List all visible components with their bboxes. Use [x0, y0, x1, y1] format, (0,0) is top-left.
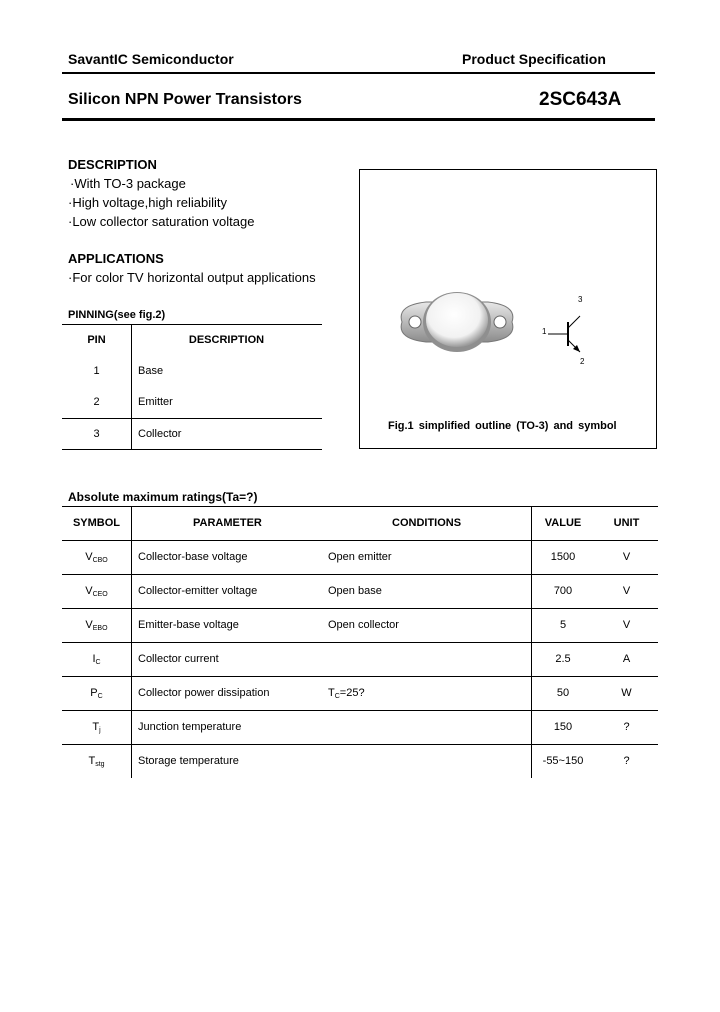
pinning-heading: PINNING(see fig.2)	[68, 309, 166, 321]
npn-symbol	[540, 296, 600, 366]
row-unit: A	[622, 653, 631, 665]
row-conditions: $T_C=25$?	[328, 687, 365, 700]
ratings-col-divider	[531, 506, 532, 778]
doc-type: Product Specification	[462, 51, 606, 67]
row-unit: V	[622, 619, 631, 631]
pinning-col-desc: DESCRIPTION	[188, 334, 265, 346]
row-unit: ?	[623, 721, 630, 733]
ratings-rule	[62, 744, 658, 745]
company-name: SavantIC Semiconductor	[68, 51, 234, 67]
symbol-pin-label: 3	[578, 295, 583, 304]
row-value: 5	[559, 619, 567, 631]
symbol-pin-label: 2	[580, 357, 585, 366]
ratings-col-unit: UNIT	[613, 517, 640, 529]
row-conditions: Open emitter	[328, 551, 392, 563]
ratings-rule	[62, 608, 658, 609]
description-item: ·Low collector saturation voltage	[68, 214, 255, 229]
ratings-rule	[62, 506, 658, 507]
ratings-rule	[62, 574, 658, 575]
row-value: 2.5	[555, 653, 571, 665]
pin-description: Base	[138, 365, 164, 377]
pin-number: 3	[93, 428, 100, 440]
row-value: -55~150	[542, 755, 584, 767]
row-symbol: $V_{CEO}$	[85, 585, 108, 598]
row-parameter: Emitter-base voltage	[138, 619, 239, 631]
row-symbol: $T_j$	[92, 721, 101, 734]
row-symbol: $P_C$	[90, 687, 103, 700]
ratings-col-parameter: PARAMETER	[193, 517, 262, 529]
to3-package-outline	[360, 170, 656, 448]
row-parameter: Collector current	[138, 653, 219, 665]
row-unit: V	[622, 551, 631, 563]
ratings-rule	[62, 710, 658, 711]
row-symbol: $T_{stg}$	[88, 755, 105, 768]
pinning-rule	[62, 324, 322, 325]
header-rule-top	[62, 72, 655, 74]
row-value: 1500	[550, 551, 576, 563]
pinning-rule	[62, 449, 322, 450]
row-parameter: Collector-emitter voltage	[138, 585, 258, 597]
row-value: 150	[553, 721, 573, 733]
ratings-rule	[62, 540, 658, 541]
row-parameter: Junction temperature	[138, 721, 242, 733]
header-rule-bottom	[62, 118, 655, 121]
pinning-col-pin: PIN	[87, 334, 106, 346]
description-item: ·With TO-3 package	[70, 176, 186, 191]
pin-number: 1	[93, 365, 100, 377]
row-parameter: Collector power dissipation	[138, 687, 270, 699]
ratings-col-divider	[131, 506, 132, 778]
row-parameter: Storage temperature	[138, 755, 239, 767]
pin-number: 2	[93, 396, 100, 408]
row-symbol: $I_C$	[92, 653, 101, 666]
ratings-col-conditions: CONDITIONS	[392, 517, 462, 529]
pin-description: Emitter	[138, 396, 173, 408]
figure-caption: Fig.1 simplified outline (TO-3) and symbol	[388, 420, 617, 432]
part-number: 2SC643A	[539, 89, 622, 110]
symbol-pin-label: 1	[542, 327, 547, 336]
ratings-col-symbol: SYMBOL	[72, 517, 121, 529]
figure-box	[359, 169, 657, 449]
description-heading: DESCRIPTION	[68, 157, 157, 172]
row-symbol: $V_{EBO}$	[85, 619, 108, 632]
row-value: 700	[553, 585, 573, 597]
ratings-rule	[62, 676, 658, 677]
row-parameter: Collector-base voltage	[138, 551, 248, 563]
row-symbol: $V_{CBO}$	[85, 551, 108, 564]
ratings-col-value: VALUE	[544, 517, 582, 529]
row-value: 50	[556, 687, 570, 699]
applications-item: ·For color TV horizontal output applications	[68, 270, 316, 285]
row-conditions: Open collector	[328, 619, 399, 631]
pinning-rule	[62, 418, 322, 419]
row-unit: V	[622, 585, 631, 597]
row-conditions: Open base	[328, 585, 382, 597]
pin-description: Collector	[138, 428, 182, 440]
row-unit: W	[621, 687, 632, 699]
page-title: Silicon NPN Power Transistors	[68, 91, 302, 108]
ratings-heading: Absolute maximum ratings(Ta=?)	[68, 490, 258, 504]
description-item: ·High voltage,high reliability	[68, 195, 227, 210]
row-unit: ?	[623, 755, 630, 767]
ratings-rule	[62, 642, 658, 643]
applications-heading: APPLICATIONS	[68, 251, 164, 266]
